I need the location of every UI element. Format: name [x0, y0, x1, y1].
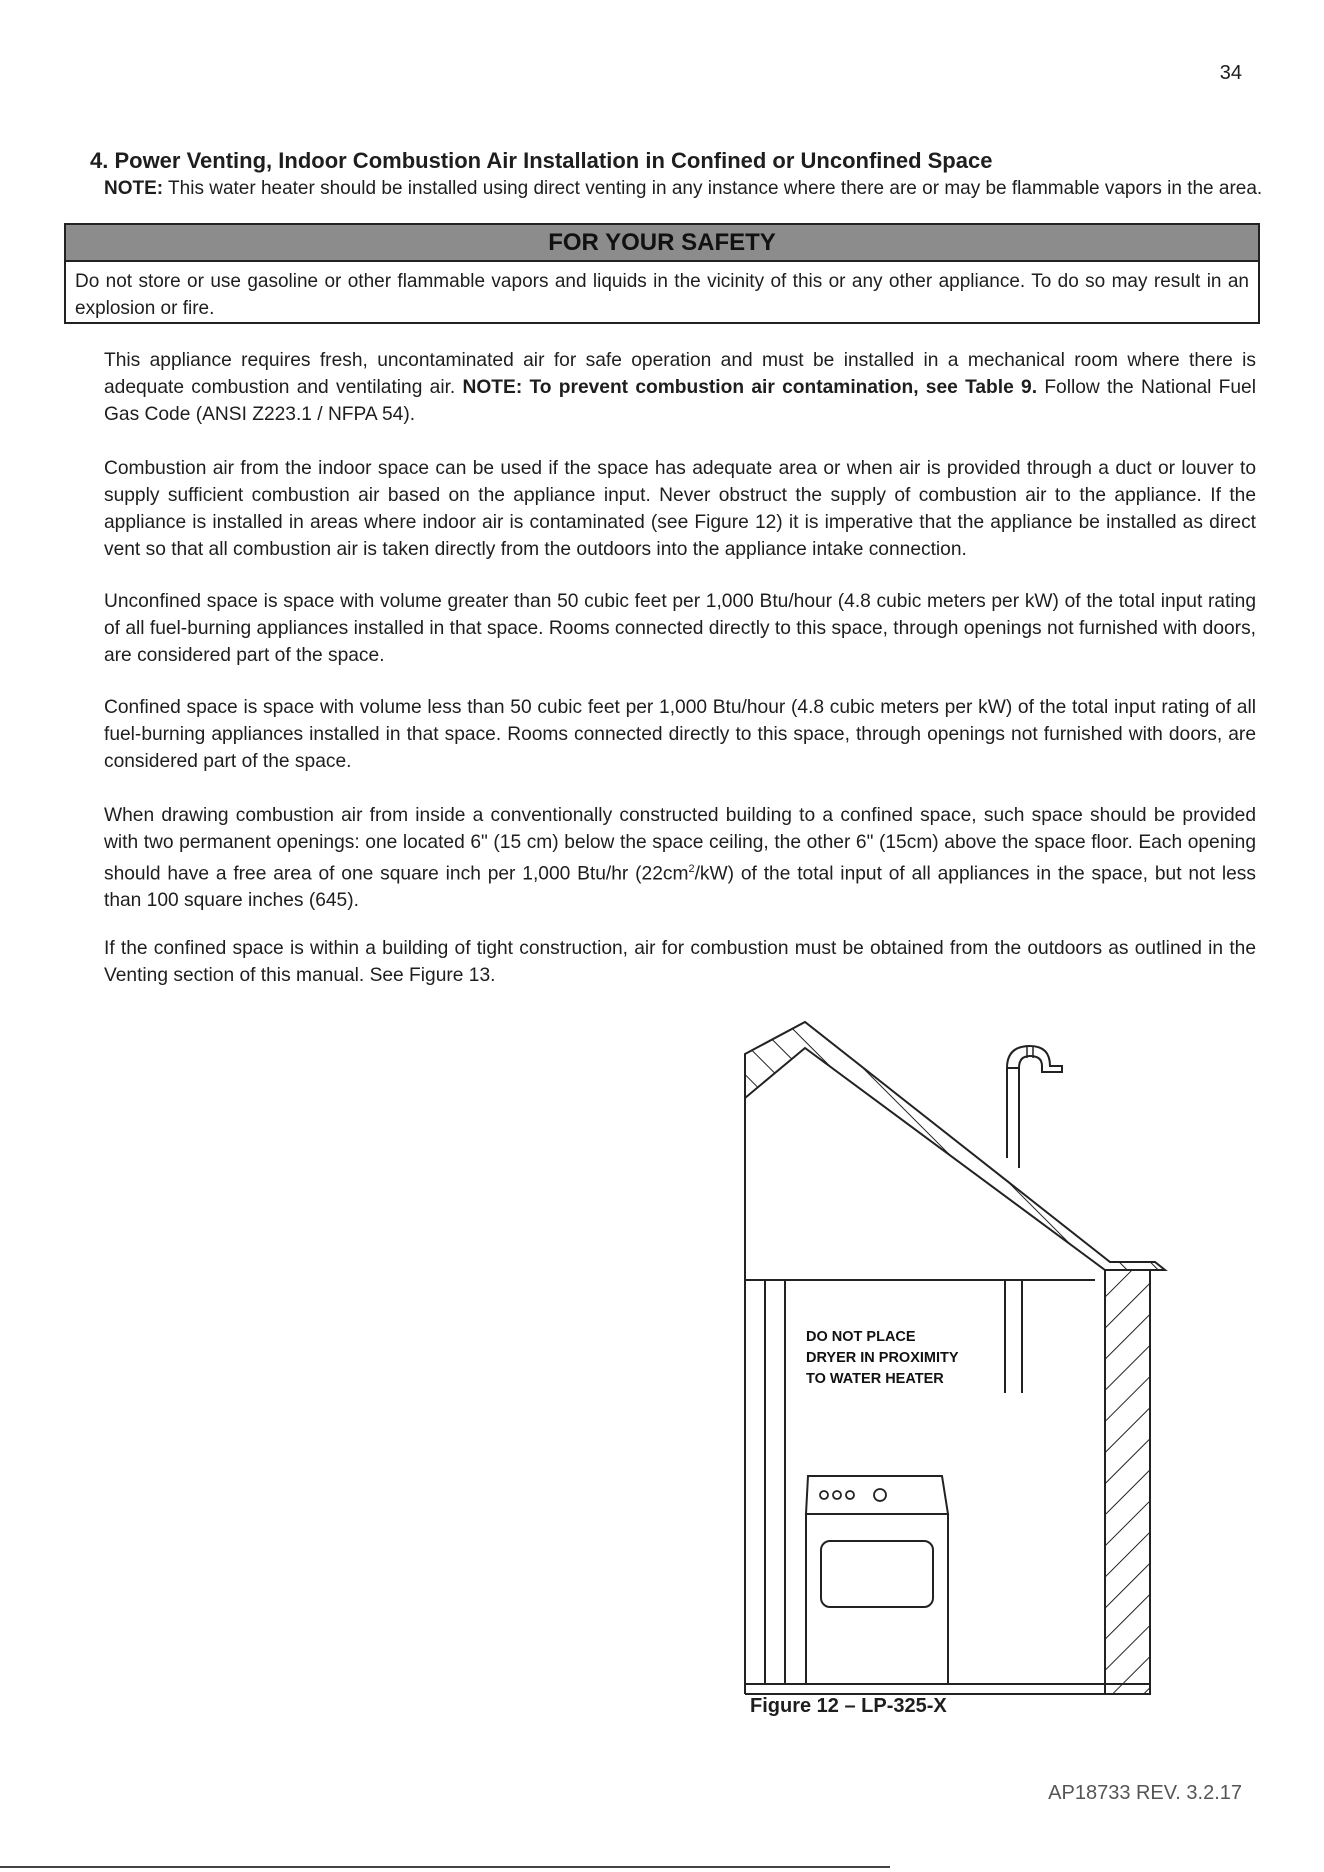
house-illustration [740, 1008, 1210, 1698]
warning-label-line2: DRYER IN PROXIMITY [806, 1350, 959, 1366]
warning-label-line1: DO NOT PLACE [806, 1329, 916, 1345]
warning-label-line3: TO WATER HEATER [806, 1371, 944, 1387]
vent-cap [1007, 1046, 1062, 1072]
paragraph-openings-text: When drawing combustion air from inside a conventionally constructed building to a confined space, such space should be provided with two permanent openings: one located 6" (15 cm) below the space ceiling, the other 6" (15cm) above the space floor. Each opening should have a free area of one square inch per 1,000 Btu/hr (22cm [104, 805, 1256, 885]
paragraph-fresh-air-text: This appliance requires fresh, uncontaminated air for safe operation and must be installed in a mechanical room where there is adequate combustion and ventilating air. [104, 350, 1256, 398]
section-title: 4. Power Venting, Indoor Combustion Air Installation in Confined or Unconfined Space [90, 148, 993, 173]
superscript: 2 [688, 863, 695, 875]
dryer-illustration [806, 1476, 948, 1684]
paragraph-permanent-openings [104, 802, 1256, 914]
footer-divider [0, 1866, 890, 1868]
safety-text: Do not store or use gasoline or other flammable vapors and liquids in the vicinity of this or any other appliance. To do so may result in an explosion or fire. [75, 271, 1249, 319]
paragraph-confined-space: Confined space is space with volume less than 50 cubic feet per 1,000 Btu/hour (4.8 cubic meters per kW) of the total input rating of all fuel-burning appliances installed in that space. Rooms connected directly to this space, through openings not furnished with doors, are considered part of the space. [104, 697, 1256, 772]
page-number: 34 [1219, 62, 1242, 84]
paragraph-tight-construction: If the confined space is within a building of tight construction, air for combustion must be obtained from the outdoors as outlined in the Venting section of this manual. See Figure 13. [104, 938, 1256, 986]
right-wall [1105, 1270, 1150, 1694]
paragraph-fresh-air-text-end: Follow the National Fuel Gas Code (ANSI Z223.1 / NFPA 54). [104, 377, 1256, 425]
section-note [104, 178, 1262, 200]
safety-box [64, 223, 1260, 324]
paragraph-unconfined-space: Unconfined space is space with volume greater than 50 cubic feet per 1,000 Btu/hour (4.8 cubic meters per kW) of the total input rating of all fuel-burning appliances installed in that space. Rooms connected directly to this space, through openings not furnished with doors, are considered part of the space. [104, 591, 1256, 666]
paragraph-fresh-air [104, 347, 1256, 428]
note-text: This water heater should be installed using direct venting in any instance where there are or may be flammable vapors in the area. [163, 178, 1263, 199]
note-label: NOTE: [104, 178, 164, 199]
contamination-note: NOTE: To prevent combustion air contamination, see Table 9. [462, 377, 1038, 398]
paragraph-indoor-combustion-air: Combustion air from the indoor space can be used if the space has adequate area or when air is provided through a duct or louver to supply sufficient combustion air based on the appliance input. Never obstruct the supply of combustion air to the appliance. If the appliance is installed in areas where indoor air is contaminated (see Figure 12) it is imperative that the appliance be installed as direct vent so that all combustion air is taken directly from the outdoors into the appliance intake connection. [104, 458, 1256, 560]
document-revision-code: AP18733 REV. 3.2.17 [1048, 1782, 1242, 1804]
figure-caption: Figure 12 – LP-325-X [750, 1695, 947, 1717]
safety-header: FOR YOUR SAFETY [66, 225, 1258, 262]
roof [745, 1022, 1165, 1270]
figure-12-house-diagram [740, 1008, 1210, 1698]
paragraph-openings-text-end: /kW) of the total input of all appliances in the space, but not less than 100 square inches (645). [104, 863, 1256, 912]
